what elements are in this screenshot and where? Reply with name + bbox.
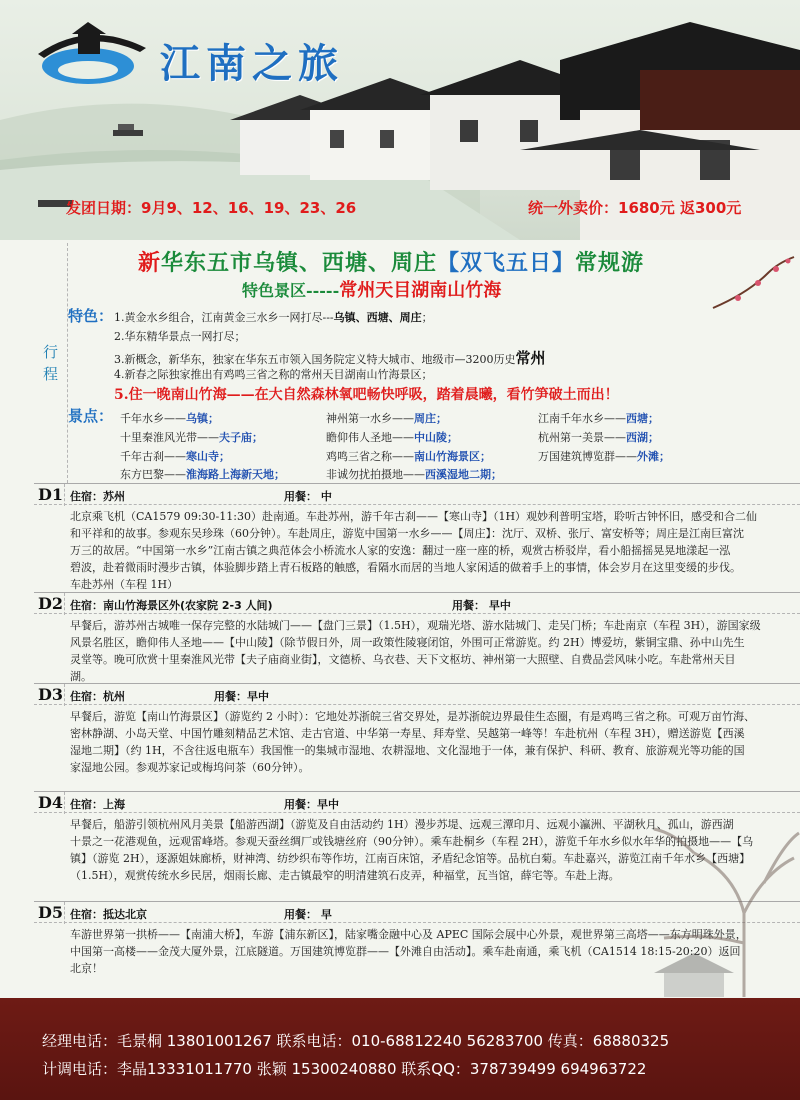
- day-lodging: 住宿：苏州: [70, 490, 125, 503]
- day-lodging: 住宿：南山竹海景区外(农家院 2-3 人间): [70, 599, 273, 612]
- day-number: D3: [38, 685, 64, 704]
- day-meals: 用餐：早中: [284, 798, 339, 811]
- contact-footer: [0, 998, 800, 1100]
- sight-item: 千年古刹——寒山寺；: [120, 450, 230, 463]
- day-number: D2: [38, 594, 64, 613]
- feature-item: 3.新概念，新华东，独家在华东五市领入国务院定义特大城市、地级市—3200历史常州: [114, 349, 546, 367]
- sight-item: 千年水乡——乌镇；: [120, 412, 219, 425]
- sight-item: 瞻仰伟人圣地——中山陵；: [326, 431, 458, 444]
- day-lodging: 住宿：杭州: [70, 690, 125, 703]
- feature-item: 2.华东精华景点一网打尽；: [114, 330, 246, 343]
- brand-title: 江南之旅: [160, 40, 344, 87]
- sight-item: 江南千年水乡——西塘；: [538, 412, 659, 425]
- day-header: [34, 592, 800, 614]
- day-header: [34, 683, 800, 705]
- day-description: 车游世界第一拱桥——【南浦大桥】，车游【浦东新区】，陆家嘴金融中心及 APEC 国际会展中心外景，观世界第三高塔——东方明珠外景， 中国第一高楼——金茂大厦外景，江底隧道。万国建筑博览群——【外滩自由活动】。乘车赴南通，乘飞机（CA1514 18:15-20:20）返回 北京！: [70, 928, 747, 975]
- unified-price: 统一外卖价：1680元 返300元: [528, 199, 742, 217]
- sight-item: 鸡鸣三省之称——南山竹海景区；: [326, 450, 491, 463]
- sight-item: 非诚勿扰拍摄地——西溪湿地二期；: [326, 468, 502, 481]
- departure-dates: 发团日期：9月9、12、16、19、23、26: [66, 199, 357, 217]
- day-2: [34, 592, 800, 688]
- sight-item: 杭州第一美景——西湖；: [538, 431, 659, 444]
- sight-item: 东方巴黎——淮海路上海新天地；: [120, 468, 285, 481]
- features-label: 特色：: [68, 307, 114, 325]
- day-number: D4: [38, 793, 64, 812]
- day-header: [34, 483, 800, 505]
- sights-label: 景点：: [68, 407, 114, 425]
- planner-contact: 计调电话：李晶13331011770 张颖 15300240880 联系QQ：378739499 694963722: [42, 1060, 647, 1078]
- day-1: [34, 483, 800, 600]
- tour-overview: [68, 243, 800, 483]
- day-number: D5: [38, 903, 64, 922]
- day-lodging: 住宿：抵达北京: [70, 908, 147, 921]
- tour-subtitle: 特色景区-----常州天目湖南山竹海: [242, 280, 502, 301]
- day-meals: 用餐： 中: [284, 490, 332, 503]
- hero-banner: [0, 0, 800, 240]
- day-description: 早餐后，游览【南山竹海景区】（游览约 2 小时）：它地处苏浙皖三省交界处，是苏浙皖边界最佳生态圈，有是鸡鸣三省之称。可观万亩竹海、 密林静湖、小岛天堂、中国竹雕刻精品艺术馆、走古官道、中华第一寿星、拜寿堂、吴越第一峰等！车赴杭州（车程 3H），赠送游览【西溪 湿地二期】（约 1H，不含往返电瓶车）我国惟一的集城市湿地、农耕湿地、文化湿地于一体，兼有保护、科研、教育、旅游观光等功能的国 家湿地公园。参观苏家记或梅坞问茶（60分钟）。: [70, 710, 755, 774]
- feature-highlight: 5.住一晚南山竹海——在大自然森林氧吧畅快呼吸，踏着晨曦，看竹笋破土而出！: [114, 387, 619, 403]
- day-meals: 用餐： 早: [284, 908, 332, 921]
- itinerary-panel: [34, 243, 800, 997]
- day-description: 北京乘飞机（CA1579 09:30-11:30）赴南通。车赴苏州，游千年古刹——【寒山寺】（1H）观妙利普明宝塔，聆听古钟怀旧，感受和合二仙 和平祥和的故事。参观东吴珍珠（60分钟）。车赴周庄，游览中国第一水乡——【周庄】：沈厅、双桥、张厅、富安桥等；周庄是江南巨富沈 万三的故居。“中国第一水乡”江南古镇之典范体会小桥流水人家的安逸：翻过一座一座的桥，观赏古桥驳岸，看小船摇摇晃晃地漾起一泓 碧波，赴着微雨时漫步古镇，体验脚步踏上青石板路的触感，看隔水而居的当地人家闲适的做着手上的事情，体会岁月在这里变缓的步伐。 车赴苏州（车程 1H）: [70, 510, 758, 591]
- manager-contact: 经理电话：毛景桐 13801001267 联系电话：010-68812240 56283700 传真：68880325: [42, 1032, 670, 1050]
- bare-tree-ornament: [594, 763, 800, 997]
- day-meals: 用餐： 早中: [452, 599, 511, 612]
- sight-item: 十里秦淮风光带——夫子庙；: [120, 431, 263, 444]
- tour-title: 新华东五市乌镇、西塘、周庄【双飞五日】常规游: [138, 250, 645, 276]
- day-number: D1: [38, 485, 64, 504]
- sight-item: 神州第一水乡——周庄；: [326, 412, 447, 425]
- day-lodging: 住宿：上海: [70, 798, 125, 811]
- feature-item: 1.黄金水乡组合，江南黄金三水乡一网打尽---乌镇、西塘、周庄；: [114, 311, 433, 324]
- itinerary-label: 行 程: [34, 243, 68, 483]
- feature-item: 4.新春之际独家推出有鸡鸣三省之称的常州天目湖南山竹海景区；: [114, 368, 433, 381]
- brand-logo: [28, 14, 158, 94]
- day-description: 早餐后，船游引领杭州风月美景【船游西湖】（游览及自由活动约 1H）漫步苏堤、远观三潭印月、远观小瀛洲、平湖秋月、孤山，游西湖 十景之一花港观鱼，远观雷峰塔。参观天蚕丝绸厂或钱塘丝府（90分钟）。乘车赴桐乡（车程 2H），游览千年水乡似水年华的拍摄地——【乌 镇】（游览 2H），逐源姐妹廊桥，财神湾、纺纱织布等作坊，江南百床馆，矛盾纪念馆等。品杭白菊。车赴嘉兴，游览江南千年水乡【西塘】 （1.5H），观赏传统水乡民居，烟雨长廊、走古镇最窄的明清建筑石皮弄，种福堂，瓦当馆，薛宅等。车赴上海。: [70, 818, 754, 882]
- sight-item: 万国建筑博览群——外滩；: [538, 450, 670, 463]
- day-meals: 用餐：早中: [214, 690, 269, 703]
- plum-blossom-ornament: [708, 253, 798, 313]
- day-description: 早餐后，游苏州古城唯一保存完整的水陆城门——【盘门三景】（1.5H），观瑞光塔、游水陆城门、走吴门桥；车赴南京（车程 3H），游国家级 风景名胜区，瞻仰伟人圣地——【中山陵】（除节假日外，周一政策性陵寝闭馆，外围可正常游览。约 2H）博爱坊，紫铜宝鼎、孙中山先生 灵堂等。晚可欣赏十里秦淮风光带【夫子庙商业街】，文德桥、乌衣巷、天下文枢坊、神州第一大照壁、自费品尝风味小吃。车赴常州天目 湖。: [70, 619, 761, 683]
